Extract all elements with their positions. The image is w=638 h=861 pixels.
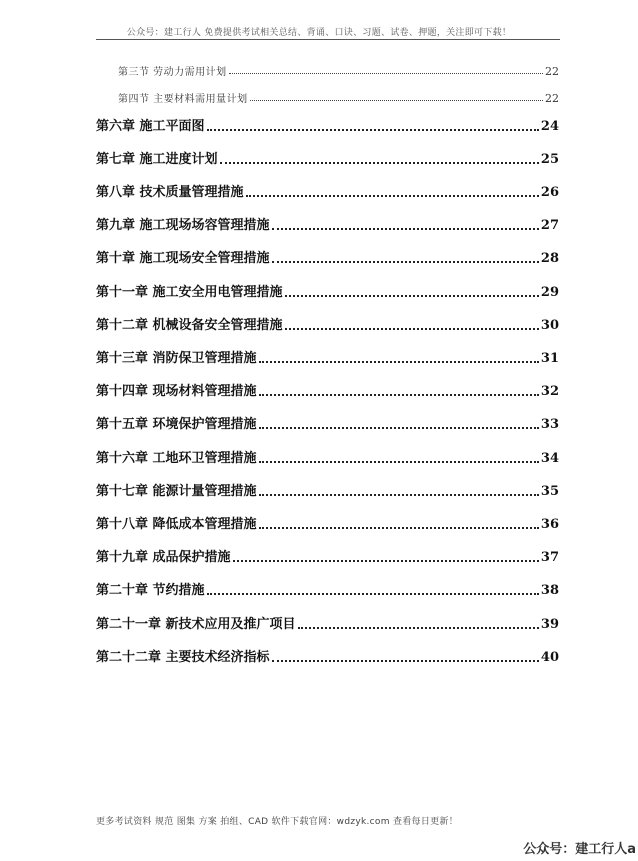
toc-entry-label: 第十六章 工地环卫管理措施 [96,451,257,466]
toc-entry-page: 25 [540,152,559,167]
watermark: 公众号：建工行人a [523,842,636,857]
dot-leader [207,129,539,131]
dot-leader [220,162,539,164]
header-divider [96,39,560,40]
page-header: 公众号：建工行人 免费提供考试相关总结、背诵、口诀、习题、试卷、押题，关注即可下载！ [126,28,512,38]
toc-chapter-item[interactable] [96,614,559,632]
toc-entry-label: 第十九章 成品保护措施 [96,550,231,565]
page-footer: 更多考试资料 规范 图集 方案 拍组、CAD 软件下载官网：wdzyk.com 查看每日更新！ [96,817,459,827]
toc-chapter-item[interactable] [96,547,559,565]
toc-entry-label: 第九章 施工现场场容管理措施 [96,218,270,233]
toc-chapter-item[interactable] [96,448,559,466]
dot-leader [207,593,539,595]
toc-chapter-item[interactable] [96,481,559,499]
toc-entry-page: 33 [540,417,559,432]
dot-leader [259,427,539,429]
toc-entry-label: 第十五章 环境保护管理措施 [96,417,257,432]
toc-entry-page: 32 [540,384,559,399]
toc-entry-page: 27 [540,218,559,233]
toc-section-item[interactable] [118,87,559,105]
toc-entry-page: 40 [540,650,559,665]
toc-entry-label: 第六章 施工平面图 [96,119,205,134]
toc-chapter-item[interactable] [96,248,559,266]
dot-leader [259,361,539,363]
toc-entry-label: 第十七章 能源计量管理措施 [96,484,257,499]
dot-leader [272,261,539,263]
toc-entry-label: 第七章 施工进度计划 [96,152,218,167]
toc-entry-page: 28 [540,251,559,266]
dot-leader [259,394,539,396]
toc-chapter-item[interactable] [96,215,559,233]
toc-entry-page: 37 [540,550,559,565]
toc-entry-label: 第二十章 节约措施 [96,583,205,598]
dot-leader [259,494,539,496]
toc-entry-label: 第十三章 消防保卫管理措施 [96,351,257,366]
dot-leader [246,195,539,197]
toc-entry-page: 36 [540,517,559,532]
toc-entry-label: 第十四章 现场材料管理措施 [96,384,257,399]
dot-leader [298,627,539,629]
toc-chapter-item[interactable] [96,282,559,300]
toc-entry-label: 第二十二章 主要技术经济指标 [96,650,270,665]
toc-entry-label: 第二十一章 新技术应用及推广项目 [96,617,296,632]
toc-chapter-item[interactable] [96,580,559,598]
dot-leader [285,328,539,330]
dot-leader [250,100,543,101]
toc-entry-page: 26 [540,185,559,200]
toc-entry-label: 第十章 施工现场安全管理措施 [96,251,270,266]
dot-leader [272,660,539,662]
toc-entry-page: 22 [545,65,559,78]
toc-chapter-item[interactable] [96,647,559,665]
toc-entry-page: 22 [545,92,559,105]
toc-entry-page: 34 [540,451,559,466]
toc-section-item[interactable] [118,60,559,78]
dot-leader [259,461,539,463]
toc-entry-page: 29 [540,285,559,300]
toc-entry-label: 第三节 劳动力需用计划 [118,67,227,78]
toc-entry-label: 第四节 主要材料需用量计划 [118,94,248,105]
toc-entry-label: 第十一章 施工安全用电管理措施 [96,285,283,300]
toc-entry-page: 38 [540,583,559,598]
toc-entry-page: 39 [540,617,559,632]
toc-chapter-item[interactable] [96,116,559,134]
toc-chapter-item[interactable] [96,149,559,167]
toc-chapter-item[interactable] [96,414,559,432]
toc-chapter-item[interactable] [96,315,559,333]
dot-leader [272,228,539,230]
toc-entry-label: 第八章 技术质量管理措施 [96,185,244,200]
toc-entry-page: 24 [540,119,559,134]
toc-entry-page: 30 [540,318,559,333]
toc-entry-page: 31 [540,351,559,366]
toc-entry-page: 35 [540,484,559,499]
toc-chapter-item[interactable] [96,514,559,532]
toc-chapter-item[interactable] [96,182,559,200]
toc-chapter-item[interactable] [96,348,559,366]
toc-chapter-item[interactable] [96,381,559,399]
toc-entry-label: 第十二章 机械设备安全管理措施 [96,318,283,333]
dot-leader [259,527,539,529]
dot-leader [233,560,539,562]
toc-entry-label: 第十八章 降低成本管理措施 [96,517,257,532]
dot-leader [285,295,539,297]
dot-leader [229,73,543,74]
